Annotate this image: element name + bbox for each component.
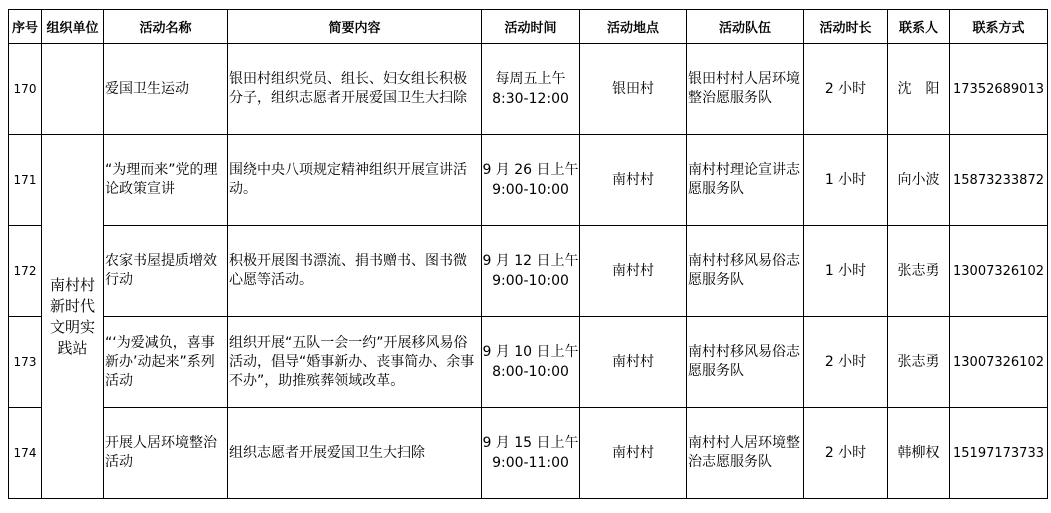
time-date: 9 月 26 日上午 xyxy=(482,162,579,178)
seq-cell: 170 xyxy=(9,44,42,135)
phone-cell: 17352689013 xyxy=(950,44,1048,135)
team-cell: 南村村理论宣讲志愿服务队 xyxy=(687,135,804,226)
header-time: 活动时间 xyxy=(482,10,580,44)
activity-name-cell: 农家书屋提质增效行动 xyxy=(104,226,228,317)
team-cell: 南村村移风易俗志愿服务队 xyxy=(687,317,804,408)
phone-cell: 13007326102 xyxy=(950,317,1048,408)
place-cell: 银田村 xyxy=(580,44,687,135)
contact-cell: 向小波 xyxy=(888,135,950,226)
seq-cell: 173 xyxy=(9,317,42,408)
header-contact: 联系人 xyxy=(888,10,950,44)
header-phone: 联系方式 xyxy=(950,10,1048,44)
activity-name-cell: 爱国卫生运动 xyxy=(104,44,228,135)
time-range: 9:00-10:00 xyxy=(492,182,569,198)
header-content: 简要内容 xyxy=(228,10,482,44)
time-cell xyxy=(482,226,580,317)
table-row xyxy=(9,317,1048,408)
time-range: 8:30-12:00 xyxy=(492,91,569,107)
phone-cell: 13007326102 xyxy=(950,226,1048,317)
duration-cell: 2 小时 xyxy=(804,44,888,135)
header-team: 活动队伍 xyxy=(687,10,804,44)
content-cell: 组织志愿者开展爱国卫生大扫除 xyxy=(228,408,482,499)
content-cell: 积极开展图书漂流、捐书赠书、图书微心愿等活动。 xyxy=(228,226,482,317)
contact-cell: 张志勇 xyxy=(888,226,950,317)
content-cell: 围绕中央八项规定精神组织开展宣讲活动。 xyxy=(228,135,482,226)
phone-cell: 15197173733 xyxy=(950,408,1048,499)
contact-cell: 张志勇 xyxy=(888,317,950,408)
time-date: 每周五上午 xyxy=(495,71,566,87)
seq-cell: 174 xyxy=(9,408,42,499)
activity-name-cell: 开展人居环境整治活动 xyxy=(104,408,228,499)
place-cell: 南村村 xyxy=(580,135,687,226)
time-range: 9:00-10:00 xyxy=(492,273,569,289)
time-cell xyxy=(482,408,580,499)
contact-cell: 韩柳权 xyxy=(888,408,950,499)
place-cell: 南村村 xyxy=(580,408,687,499)
duration-cell: 1 小时 xyxy=(804,135,888,226)
phone-cell: 15873233872 xyxy=(950,135,1048,226)
time-date: 9 月 15 日上午 xyxy=(482,435,579,451)
activity-name-cell: “为理而来”党的理论政策宣讲 xyxy=(104,135,228,226)
time-cell xyxy=(482,317,580,408)
seq-cell: 172 xyxy=(9,226,42,317)
header-org: 组织单位 xyxy=(42,10,104,44)
content-cell: 组织开展“五队一会一约”开展移风易俗活动，倡导“婚事新办、丧事简办、余事不办”，助推殡葬领域改革。 xyxy=(228,317,482,408)
place-cell: 南村村 xyxy=(580,317,687,408)
header-name: 活动名称 xyxy=(104,10,228,44)
activity-table xyxy=(8,9,1048,499)
org-cell xyxy=(42,44,104,135)
header-duration: 活动时长 xyxy=(804,10,888,44)
time-cell xyxy=(482,135,580,226)
time-range: 8:00-10:00 xyxy=(492,364,569,380)
team-cell: 银田村村人居环境整治愿服务队 xyxy=(687,44,804,135)
duration-cell: 1 小时 xyxy=(804,226,888,317)
seq-cell: 171 xyxy=(9,135,42,226)
org-merged-cell: 南村村新时代文明实践站 xyxy=(42,135,104,499)
duration-cell: 2 小时 xyxy=(804,317,888,408)
team-cell: 南村村移风易俗志愿服务队 xyxy=(687,226,804,317)
time-date: 9 月 12 日上午 xyxy=(482,253,579,269)
team-cell: 南村村人居环境整治志愿服务队 xyxy=(687,408,804,499)
contact-cell: 沈 阳 xyxy=(888,44,950,135)
time-cell xyxy=(482,44,580,135)
table-row xyxy=(9,44,1048,135)
header-place: 活动地点 xyxy=(580,10,687,44)
duration-cell: 2 小时 xyxy=(804,408,888,499)
activity-name-cell: “‘为爱减负，喜事新办’动起来”系列活动 xyxy=(104,317,228,408)
header-seq: 序号 xyxy=(9,10,42,44)
header-row xyxy=(9,10,1048,44)
content-cell: 银田村组织党员、组长、妇女组长积极分子，组织志愿者开展爱国卫生大扫除 xyxy=(228,44,482,135)
table-row xyxy=(9,408,1048,499)
place-cell: 南村村 xyxy=(580,226,687,317)
time-date: 9 月 10 日上午 xyxy=(482,344,579,360)
time-range: 9:00-11:00 xyxy=(492,455,569,471)
table-row xyxy=(9,135,1048,226)
table-row xyxy=(9,226,1048,317)
